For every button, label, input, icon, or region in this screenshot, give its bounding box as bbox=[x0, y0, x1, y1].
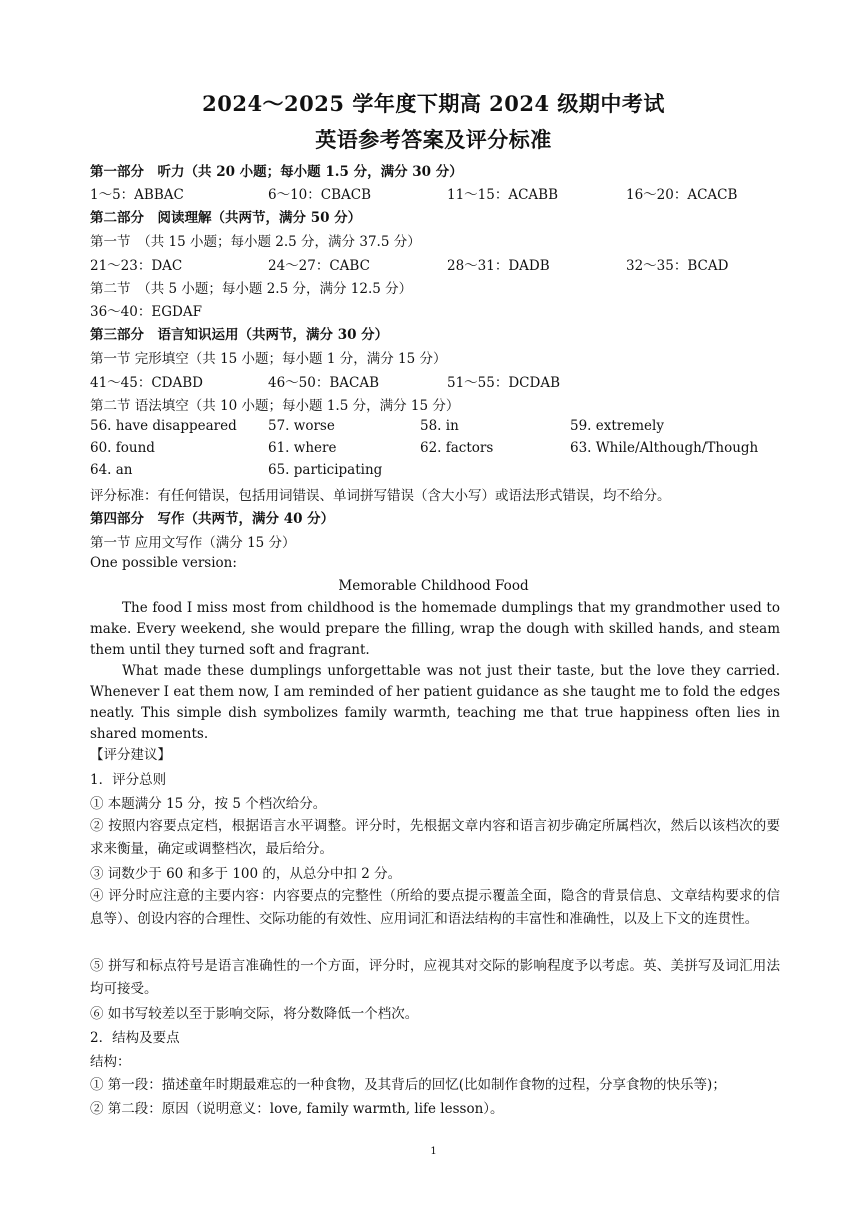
grammar-answer: 56. have disappeared bbox=[90, 418, 237, 434]
answer-group: 24～27：CABC bbox=[268, 258, 370, 274]
structure-label: 结构： bbox=[90, 1054, 131, 1070]
suggestion-section1: 1．评分总则 bbox=[90, 772, 167, 788]
rule-item: ⑤ 拼写和标点符号是语言准确性的一个方面，评分时，应视其对交际的影响程度予以考虑。英、美拼写及词汇用法均可接受。 bbox=[90, 958, 780, 997]
grammar-answer: 62. factors bbox=[420, 440, 494, 456]
answer-group: 51～55：DCDAB bbox=[447, 375, 561, 391]
part4-heading: 第四部分 写作（共两节，满分 40 分） bbox=[90, 511, 335, 527]
structure-point: ② 第二段：原因（说明意义：love, family warmth, life lesson）。 bbox=[90, 1101, 504, 1117]
answer-group: 28～31：DADB bbox=[447, 258, 550, 274]
grammar-answer: 65. participating bbox=[268, 462, 383, 478]
grammar-answer: 59. extremely bbox=[570, 418, 664, 434]
answer-group: 32～35：BCAD bbox=[626, 258, 729, 274]
exam-title: 2024～2025 学年度下期高 2024 级期中考试 bbox=[202, 91, 665, 116]
answer-group: 36～40：EGDAF bbox=[90, 304, 202, 320]
answer-group: 16～20：ACACB bbox=[626, 187, 738, 203]
part2-section1: 第一节 （共 15 小题；每小题 2.5 分，满分 37.5 分） bbox=[90, 234, 421, 250]
essay-paragraph-2: What made these dumplings unforgettable was not just their taste, but the love they carried. Whenever I eat them now, I am reminded of her patient guidance as she taught me to fold the edges neatly. This simple dish symbolizes family warmth, teaching me that true happiness often lies in shared moments. bbox=[90, 663, 780, 742]
rule-item: ② 按照内容要点定档，根据语言水平调整。评分时，先根据文章内容和语言初步确定所属档次，然后以该档次的要求来衡量，确定或调整档次，最后给分。 bbox=[90, 818, 780, 857]
part3-section1: 第一节 完形填空（共 15 小题；每小题 1 分，满分 15 分） bbox=[90, 351, 447, 367]
essay-paragraph-1: The food I miss most from childhood is the homemade dumplings that my grandmother used to make. Every weekend, she would prepare the filling, wrap the dough with skilled hands, and steam them until they turned soft and fragrant. bbox=[90, 600, 780, 658]
rule-item: ④ 评分时应注意的主要内容：内容要点的完整性（所给的要点提示覆盖全面，隐含的背景信息、文章结构要求的信息等）、创设内容的合理性、交际功能的有效性、应用词汇和语法结构的丰富性和准确性，以及上下文的连贯性。 bbox=[90, 888, 780, 927]
answer-group: 6～10：CBACB bbox=[268, 187, 372, 203]
answer-group: 46～50：BACAB bbox=[268, 375, 380, 391]
suggestion-heading: 【评分建议】 bbox=[90, 747, 171, 763]
suggestion-section2: 2．结构及要点 bbox=[90, 1030, 180, 1046]
rule-item: ⑥ 如书写较差以至于影响交际，将分数降低一个档次。 bbox=[90, 1006, 419, 1022]
grammar-answer: 60. found bbox=[90, 440, 155, 456]
grammar-answer: 61. where bbox=[268, 440, 337, 456]
rule-item: ③ 词数少于 60 和多于 100 的，从总分中扣 2 分。 bbox=[90, 866, 402, 882]
part4-section1: 第一节 应用文写作（满分 15 分） bbox=[90, 535, 296, 551]
part2-heading: 第二部分 阅读理解（共两节，满分 50 分） bbox=[90, 210, 362, 226]
structure-point: ① 第一段：描述童年时期最难忘的一种食物，及其背后的回忆(比如制作食物的过程，分享食物的快乐等)； bbox=[90, 1077, 726, 1093]
grammar-answer: 63. While/Although/Though bbox=[570, 440, 759, 456]
essay-title: Memorable Childhood Food bbox=[338, 578, 529, 594]
part2-section2: 第二节 （共 5 小题；每小题 2.5 分，满分 12.5 分） bbox=[90, 281, 413, 297]
answer-group: 21～23：DAC bbox=[90, 258, 183, 274]
grading-criteria: 评分标准：有任何错误，包括用词错误、单词拼写错误（含大小写）或语法形式错误，均不给分。 bbox=[90, 488, 671, 504]
rule-item: ① 本题满分 15 分，按 5 个档次给分。 bbox=[90, 796, 327, 812]
part1-heading: 第一部分 听力（共 20 小题；每小题 1.5 分，满分 30 分） bbox=[90, 164, 463, 180]
part3-heading: 第三部分 语言知识运用（共两节，满分 30 分） bbox=[90, 327, 389, 343]
answer-group: 1～5：ABBAC bbox=[90, 187, 184, 203]
possible-version-label: One possible version: bbox=[90, 555, 237, 571]
grammar-answer: 58. in bbox=[420, 418, 459, 434]
part3-section2: 第二节 语法填空（共 10 小题；每小题 1.5 分，满分 15 分） bbox=[90, 398, 460, 414]
grammar-answer: 64. an bbox=[90, 462, 133, 478]
answer-group: 41～45：CDABD bbox=[90, 375, 204, 391]
document-title: 英语参考答案及评分标准 bbox=[315, 127, 552, 152]
grammar-answer: 57. worse bbox=[268, 418, 335, 434]
page-number: 1 bbox=[430, 1146, 437, 1157]
answer-group: 11～15：ACABB bbox=[447, 187, 559, 203]
